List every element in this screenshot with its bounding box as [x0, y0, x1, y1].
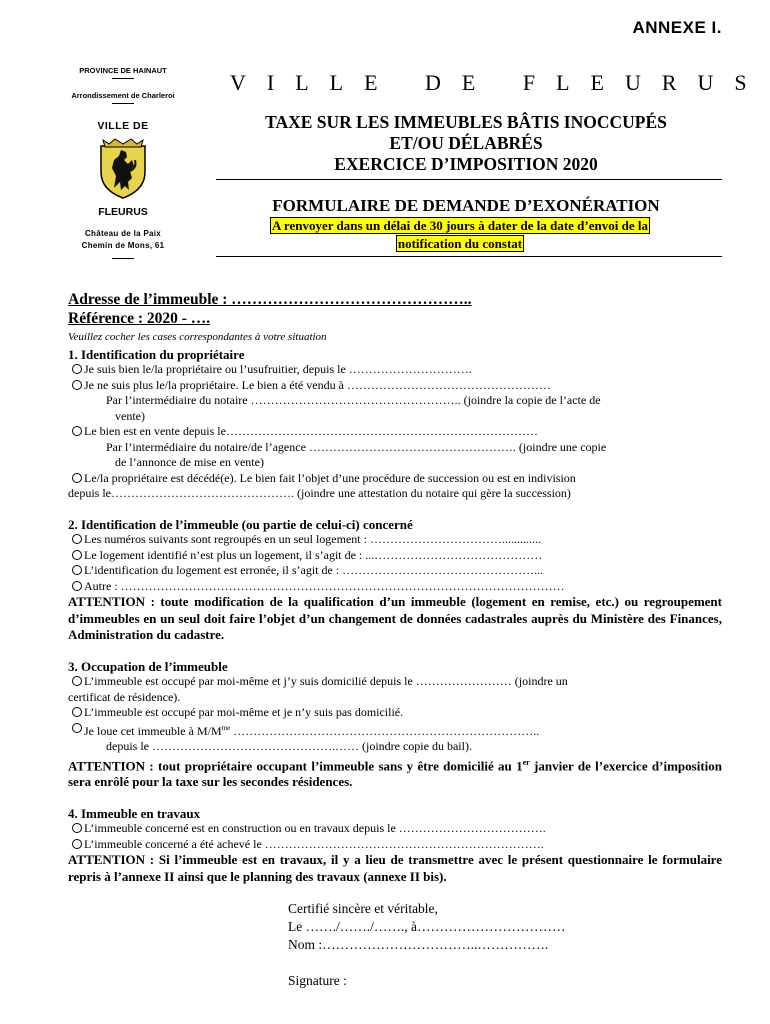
s1-option-sold[interactable]: Je ne suis plus le/la propriétaire. Le bien a été vendu à …………………………………………… [68, 378, 722, 394]
radio-circle-icon[interactable] [72, 426, 82, 436]
s1-option-for-sale-agent: Par l’intermédiaire du notaire/de l’agence ……………………………………………. (joindre une copie [106, 439, 607, 454]
divider [112, 78, 134, 79]
s3-option-not-domiciled[interactable]: L’immeuble est occupé par moi-même et je n’y suis pas domicilié. [68, 705, 722, 721]
radio-circle-icon[interactable] [72, 581, 82, 591]
s1-option-for-sale[interactable]: Le bien est en vente depuis le…………………………………………………………………… [68, 424, 722, 440]
header-rule [216, 179, 722, 180]
radio-circle-icon[interactable] [72, 380, 82, 390]
tax-title [216, 112, 716, 175]
radio-circle-icon[interactable] [72, 550, 82, 560]
form-body [68, 290, 722, 885]
radio-circle-icon[interactable] [72, 823, 82, 833]
s3-option-rented-cont: depuis le ……………………………………….…… (joindre copie du bail). [106, 739, 472, 753]
deadline-line-2: notification du constat [397, 236, 523, 251]
radio-circle-icon[interactable] [72, 839, 82, 849]
radio-circle-icon[interactable] [72, 534, 82, 544]
annexe-label: ANNEXE I. [632, 18, 722, 37]
s4-option-completed[interactable]: L’immeuble concerné a été achevé le ……………………………………………………………. [68, 837, 722, 853]
s3-option-rented[interactable]: Je loue cet immeuble à $M/M^{me}$ ………………………………………………………………….. [68, 721, 722, 740]
deadline-line-1: A renvoyer dans un délai de 30 jours à dater de la date d’envoi de la [272, 218, 648, 233]
signature-block [288, 900, 565, 990]
s1-option-deceased[interactable]: Le/la propriétaire est décédé(e). Le bien fait l’objet d’une procédure de succession ou est en indivision [68, 471, 722, 487]
section-4-title: 4. Immeuble en travaux [68, 805, 201, 821]
tax-title-line-2: ET/OU DÉLABRÉS [389, 133, 543, 153]
tax-title-line-3: EXERCICE D’IMPOSITION 2020 [334, 154, 598, 174]
date-place-field[interactable]: Le ……./……./……., à…………………………… [288, 919, 566, 934]
s1-option-owner[interactable]: Je suis bien le/la propriétaire ou l’usufruitier, depuis le …………………………. [68, 362, 722, 378]
radio-circle-icon[interactable] [72, 364, 82, 374]
s1-option-deceased-cont: depuis le………………………………………. (joindre une attestation du notaire qui gère la succession) [68, 486, 571, 500]
form-title: FORMULAIRE DE DEMANDE D’EXONÉRATION [272, 196, 660, 215]
radio-circle-icon[interactable] [72, 707, 82, 717]
arrondissement-label: Arrondissement de Charleroi [71, 91, 175, 100]
radio-circle-icon[interactable] [72, 723, 82, 733]
name-field[interactable]: Nom :……………………………..……………. [288, 937, 549, 952]
deadline-notice [234, 217, 686, 253]
radio-circle-icon[interactable] [72, 565, 82, 575]
s1-option-for-sale-agent-cont: de l’annonce de mise en vente) [115, 455, 264, 469]
instructions-note: Veuillez cocher les cases correspondantes à votre situation [68, 331, 327, 343]
radio-circle-icon[interactable] [72, 676, 82, 686]
divider [112, 103, 134, 104]
s2-option-grouped[interactable]: Les numéros suivants sont regroupés en un seul logement : ……………………………............. [68, 532, 722, 548]
fleurus-label: FLEURUS [98, 206, 148, 218]
city-title: VILLE DE FLEURUS [230, 70, 768, 95]
municipal-letterhead [48, 66, 198, 262]
attention-works: ATTENTION : Si l’immeuble est en travaux, il y a lieu de transmettre avec le présent questionnaire le formulaire repris à l’annexe II ainsi que le planning des travaux (annexe II bis). [68, 852, 722, 884]
s4-option-construction[interactable]: L’immeuble concerné est en construction ou en travaux depuis le ………………………………. [68, 821, 722, 837]
s2-option-other[interactable]: Autre : ………………………………………………………………………………………………… [68, 579, 722, 595]
coat-of-arms-icon [97, 138, 149, 200]
reference-field[interactable]: Référence : 2020 - …. [68, 310, 211, 327]
certified-label: Certifié sincère et véritable, [288, 901, 438, 916]
section-2-title: 2. Identification de l’immeuble (ou partie de celui-ci) concerné [68, 516, 413, 532]
divider [112, 258, 134, 259]
section-1-title: 1. Identification du propriétaire [68, 346, 245, 362]
attention-cadastre: ATTENTION : toute modification de la qualification d’un immeuble (logement en remise, etc.) ou regroupement d’immeubles en un seul doit faire l’objet d’un changement de données cadastrales auprès du Ministère des Finances, Administration du cadastre. [68, 594, 722, 642]
radio-circle-icon[interactable] [72, 473, 82, 483]
s3-option-domiciled[interactable]: L’immeuble est occupé par moi-même et j’y suis domicilié depuis le …………………… (joindre un [68, 674, 722, 690]
attention-second-residence: ATTENTION : tout propriétaire occupant l’immeuble sans y être domicilié au 1er janvier de l’exercice d’imposition sera enrôlé pour la taxe sur les secondes résidences. [68, 757, 722, 790]
s2-option-not-dwelling[interactable]: Le logement identifié n’est plus un logement, il s’agit de : ...…………………………………… [68, 548, 722, 564]
s1-option-sold-notary: Par l’intermédiaire du notaire …………………………………………….. (joindre la copie de l’acte de [106, 393, 601, 407]
tax-title-line-1: TAXE SUR LES IMMEUBLES BÂTIS INOCCUPÉS [265, 112, 667, 132]
ville-de-label: VILLE DE [97, 120, 149, 132]
address-line-1: Château de la Paix [84, 229, 162, 238]
header-rule-bottom [216, 256, 722, 257]
address-line-2: Chemin de Mons, 61 [81, 241, 165, 250]
s2-option-wrong-id[interactable]: L’identification du logement est erronée, il s’agit de : …………………………………………... [68, 563, 722, 579]
signature-field[interactable]: Signature : [288, 973, 347, 988]
s1-option-sold-notary-cont: vente) [115, 408, 145, 423]
section-3-title: 3. Occupation de l’immeuble [68, 658, 228, 674]
s3-option-domiciled-cont: certificat de résidence). [68, 689, 181, 704]
province-label: PROVINCE DE HAINAUT [79, 66, 167, 75]
property-address-field[interactable]: Adresse de l’immeuble : ……………………………………….. [68, 291, 472, 308]
